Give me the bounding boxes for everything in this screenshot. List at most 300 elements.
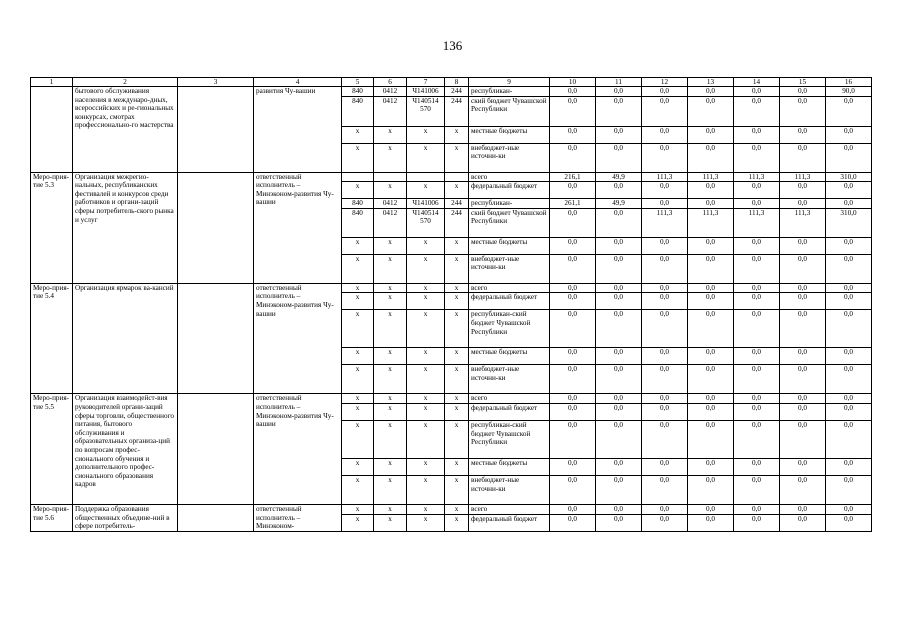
- funding-source: местные бюджеты: [469, 458, 550, 475]
- amount-cell: 0,0: [734, 514, 780, 531]
- amount-cell: 0,0: [550, 126, 596, 143]
- amount-cell: 0,0: [826, 254, 872, 283]
- amount-cell: 0,0: [780, 87, 826, 97]
- code-expense: x: [445, 365, 469, 394]
- amount-cell: 0,0: [688, 143, 734, 172]
- code-target: x: [407, 254, 445, 283]
- amount-cell: 0,0: [550, 283, 596, 293]
- code-section: x: [374, 348, 407, 365]
- empty-cell: [178, 283, 254, 394]
- amount-cell: 0,0: [642, 254, 688, 283]
- amount-cell: 0,0: [688, 254, 734, 283]
- code-target: x: [407, 348, 445, 365]
- amount-cell: 0,0: [596, 394, 642, 404]
- funding-source: внебюджет-ные источни-ки: [469, 365, 550, 394]
- amount-cell: 0,0: [688, 87, 734, 97]
- header-row: [31, 78, 872, 87]
- funding-source: местные бюджеты: [469, 126, 550, 143]
- code-expense: x: [445, 126, 469, 143]
- code-target: Ч141006: [407, 87, 445, 97]
- amount-cell: 0,0: [734, 96, 780, 126]
- code-grbs: x: [342, 365, 374, 394]
- amount-cell: 0,0: [780, 514, 826, 531]
- col-header: 10: [550, 78, 596, 87]
- amount-cell: 0,0: [826, 96, 872, 126]
- amount-cell: 0,0: [688, 310, 734, 348]
- amount-cell: 111,3: [780, 208, 826, 237]
- code-expense: x: [445, 504, 469, 514]
- amount-cell: 0,0: [596, 126, 642, 143]
- executor-cell: ответственный исполнитель – Минэконом-: [254, 504, 342, 531]
- code-grbs: x: [342, 182, 374, 199]
- code-section: x: [374, 504, 407, 514]
- amount-cell: 49,9: [596, 172, 642, 182]
- amount-cell: 0,0: [550, 365, 596, 394]
- code-target: Ч140514 570: [407, 96, 445, 126]
- col-header: 15: [780, 78, 826, 87]
- amount-cell: 0,0: [688, 348, 734, 365]
- col-header: 3: [178, 78, 254, 87]
- measure-name: Организация ярмарок ва-кансий: [73, 283, 178, 394]
- amount-cell: 0,0: [780, 293, 826, 310]
- page-number: 136: [442, 38, 463, 53]
- code-target: Ч141006: [407, 199, 445, 209]
- code-target: x: [407, 394, 445, 404]
- amount-cell: 0,0: [688, 126, 734, 143]
- col-header: 11: [596, 78, 642, 87]
- amount-cell: 0,0: [642, 126, 688, 143]
- code-grbs: x: [342, 283, 374, 293]
- col-header: 8: [445, 78, 469, 87]
- code-expense: x: [445, 475, 469, 504]
- funding-source: республикан-: [469, 87, 550, 97]
- amount-cell: 0,0: [826, 310, 872, 348]
- code-section: x: [374, 420, 407, 458]
- amount-cell: 0,0: [688, 420, 734, 458]
- amount-cell: 0,0: [780, 126, 826, 143]
- empty-cell: [178, 87, 254, 173]
- code-grbs: x: [342, 504, 374, 514]
- col-header: 12: [642, 78, 688, 87]
- code-expense: x: [445, 514, 469, 531]
- funding-source: ский бюджет Чувашской Республики: [469, 208, 550, 237]
- measure-name: Организация взаимодейст-вия руководителей органи-заций сферы торговли, общественного питания, бытового обслуживания и образовательных организа-ций по вопросам профес-сионального обучения и дополнительного профес-сионального образования кадров: [73, 394, 178, 505]
- amount-cell: 0,0: [780, 394, 826, 404]
- col-header: 14: [734, 78, 780, 87]
- amount-cell: 0,0: [734, 293, 780, 310]
- funding-source: ский бюджет Чувашской Республики: [469, 96, 550, 126]
- amount-cell: 0,0: [596, 143, 642, 172]
- amount-cell: 0,0: [688, 403, 734, 420]
- amount-cell: 0,0: [826, 420, 872, 458]
- amount-cell: 310,0: [826, 172, 872, 182]
- amount-cell: 111,3: [642, 172, 688, 182]
- col-header: 9: [469, 78, 550, 87]
- code-target: x: [407, 143, 445, 172]
- funding-source: республикан-ский бюджет Чувашской Республики: [469, 310, 550, 348]
- funding-source: внебюджет-ные источни-ки: [469, 143, 550, 172]
- amount-cell: 0,0: [642, 420, 688, 458]
- code-target: x: [407, 514, 445, 531]
- amount-cell: 0,0: [826, 365, 872, 394]
- code-target: x: [407, 458, 445, 475]
- code-section: 0412: [374, 199, 407, 209]
- amount-cell: 111,3: [734, 172, 780, 182]
- amount-cell: 0,0: [734, 87, 780, 97]
- code-grbs: x: [342, 403, 374, 420]
- amount-cell: 0,0: [734, 420, 780, 458]
- empty-cell: [178, 504, 254, 531]
- amount-cell: 0,0: [688, 475, 734, 504]
- code-grbs: 840: [342, 208, 374, 237]
- code-expense: x: [445, 254, 469, 283]
- code-section: 0412: [374, 208, 407, 237]
- amount-cell: 0,0: [596, 420, 642, 458]
- amount-cell: 0,0: [550, 420, 596, 458]
- code-section: x: [374, 254, 407, 283]
- amount-cell: 0,0: [688, 394, 734, 404]
- amount-cell: 0,0: [642, 365, 688, 394]
- funding-source: всего: [469, 283, 550, 293]
- funding-source: внебюджет-ные источни-ки: [469, 254, 550, 283]
- amount-cell: 0,0: [780, 475, 826, 504]
- code-grbs: x: [342, 310, 374, 348]
- amount-cell: 0,0: [642, 96, 688, 126]
- amount-cell: 0,0: [596, 458, 642, 475]
- amount-cell: 0,0: [734, 182, 780, 199]
- code-expense: [445, 172, 469, 182]
- code-section: 0412: [374, 96, 407, 126]
- amount-cell: 49,9: [596, 199, 642, 209]
- code-expense: x: [445, 182, 469, 199]
- amount-cell: 0,0: [688, 365, 734, 394]
- measure-id: Меро-прия-тие 5.4: [31, 283, 73, 394]
- amount-cell: 261,1: [550, 199, 596, 209]
- amount-cell: 0,0: [734, 237, 780, 254]
- code-target: x: [407, 237, 445, 254]
- amount-cell: 0,0: [734, 348, 780, 365]
- amount-cell: 310,0: [826, 208, 872, 237]
- amount-cell: 0,0: [642, 514, 688, 531]
- col-header: 4: [254, 78, 342, 87]
- amount-cell: 0,0: [550, 458, 596, 475]
- amount-cell: 0,0: [550, 504, 596, 514]
- amount-cell: 90,0: [826, 87, 872, 97]
- amount-cell: 0,0: [688, 514, 734, 531]
- amount-cell: 0,0: [688, 237, 734, 254]
- table-row: [31, 283, 872, 293]
- funding-source: федеральный бюджет: [469, 403, 550, 420]
- code-section: x: [374, 126, 407, 143]
- amount-cell: 0,0: [550, 96, 596, 126]
- code-target: x: [407, 504, 445, 514]
- amount-cell: 0,0: [734, 283, 780, 293]
- code-grbs: x: [342, 237, 374, 254]
- amount-cell: 0,0: [826, 283, 872, 293]
- funding-source: республикан-ский бюджет Чувашской Республики: [469, 420, 550, 458]
- code-section: x: [374, 394, 407, 404]
- code-section: x: [374, 475, 407, 504]
- amount-cell: 0,0: [550, 310, 596, 348]
- funding-source: внебюджет-ные источни-ки: [469, 475, 550, 504]
- amount-cell: 0,0: [642, 504, 688, 514]
- measure-name: Организация межрегио-нальных, республиканских фестивалей и конкурсов среди работников и органи-заций сферы потребитель-ского рынка и услуг: [73, 172, 178, 283]
- code-expense: x: [445, 394, 469, 404]
- code-grbs: 840: [342, 199, 374, 209]
- code-section: x: [374, 283, 407, 293]
- amount-cell: 0,0: [734, 403, 780, 420]
- amount-cell: 0,0: [550, 293, 596, 310]
- code-section: x: [374, 237, 407, 254]
- col-header: 6: [374, 78, 407, 87]
- amount-cell: 0,0: [780, 237, 826, 254]
- amount-cell: 111,3: [688, 172, 734, 182]
- amount-cell: 0,0: [826, 458, 872, 475]
- amount-cell: 0,0: [550, 475, 596, 504]
- amount-cell: 0,0: [734, 365, 780, 394]
- amount-cell: 0,0: [734, 199, 780, 209]
- code-target: x: [407, 126, 445, 143]
- amount-cell: 0,0: [734, 254, 780, 283]
- code-section: x: [374, 182, 407, 199]
- executor-cell: ответственный исполнитель – Минэконом-развития Чу-вашии: [254, 394, 342, 505]
- amount-cell: 0,0: [780, 199, 826, 209]
- code-section: x: [374, 365, 407, 394]
- amount-cell: 0,0: [780, 348, 826, 365]
- executor-cell: развития Чу-вашии: [254, 87, 342, 173]
- amount-cell: 0,0: [642, 348, 688, 365]
- amount-cell: 0,0: [780, 403, 826, 420]
- code-expense: x: [445, 293, 469, 310]
- funding-source: местные бюджеты: [469, 348, 550, 365]
- code-expense: x: [445, 348, 469, 365]
- amount-cell: 0,0: [826, 475, 872, 504]
- executor-cell: ответственный исполнитель – Минэконом-развития Чу-вашии: [254, 172, 342, 283]
- code-target: Ч140514 570: [407, 208, 445, 237]
- amount-cell: 111,3: [734, 208, 780, 237]
- code-target: x: [407, 310, 445, 348]
- amount-cell: 0,0: [688, 458, 734, 475]
- amount-cell: 0,0: [688, 293, 734, 310]
- amount-cell: 0,0: [780, 143, 826, 172]
- code-expense: 244: [445, 199, 469, 209]
- funding-source: федеральный бюджет: [469, 182, 550, 199]
- amount-cell: 0,0: [826, 403, 872, 420]
- amount-cell: 0,0: [596, 310, 642, 348]
- budget-table: [30, 77, 872, 532]
- amount-cell: 0,0: [826, 126, 872, 143]
- amount-cell: 0,0: [780, 283, 826, 293]
- code-section: x: [374, 310, 407, 348]
- amount-cell: 0,0: [596, 96, 642, 126]
- amount-cell: 0,0: [596, 348, 642, 365]
- amount-cell: 0,0: [550, 87, 596, 97]
- amount-cell: 0,0: [780, 365, 826, 394]
- amount-cell: 0,0: [642, 310, 688, 348]
- amount-cell: 0,0: [826, 348, 872, 365]
- table-row: [31, 172, 872, 182]
- measure-name: бытового обслуживания населения в междунаро-дных, всероссийских и ре-гиональных конкурсах, смотрах профессионально-го мастерства: [73, 87, 178, 173]
- amount-cell: 0,0: [642, 475, 688, 504]
- funding-source: республикан-: [469, 199, 550, 209]
- col-header: 7: [407, 78, 445, 87]
- amount-cell: 0,0: [642, 403, 688, 420]
- amount-cell: 111,3: [780, 172, 826, 182]
- code-grbs: x: [342, 348, 374, 365]
- code-expense: x: [445, 143, 469, 172]
- code-target: x: [407, 475, 445, 504]
- code-grbs: x: [342, 420, 374, 458]
- funding-source: всего: [469, 172, 550, 182]
- code-grbs: x: [342, 143, 374, 172]
- table-row: [31, 394, 872, 404]
- code-grbs: x: [342, 394, 374, 404]
- amount-cell: 0,0: [642, 458, 688, 475]
- code-grbs: 840: [342, 96, 374, 126]
- amount-cell: 0,0: [780, 504, 826, 514]
- amount-cell: 0,0: [550, 254, 596, 283]
- funding-source: федеральный бюджет: [469, 293, 550, 310]
- amount-cell: 0,0: [596, 237, 642, 254]
- code-grbs: x: [342, 126, 374, 143]
- amount-cell: 0,0: [734, 126, 780, 143]
- code-expense: x: [445, 283, 469, 293]
- funding-source: местные бюджеты: [469, 237, 550, 254]
- table-row: [31, 504, 872, 514]
- code-expense: 244: [445, 87, 469, 97]
- code-target: x: [407, 365, 445, 394]
- amount-cell: 0,0: [734, 504, 780, 514]
- code-grbs: [342, 172, 374, 182]
- table-row: [31, 87, 872, 97]
- amount-cell: 0,0: [734, 475, 780, 504]
- code-target: x: [407, 403, 445, 420]
- amount-cell: 0,0: [596, 87, 642, 97]
- amount-cell: 111,3: [642, 208, 688, 237]
- amount-cell: 0,0: [596, 208, 642, 237]
- amount-cell: 0,0: [826, 237, 872, 254]
- amount-cell: 0,0: [826, 182, 872, 199]
- amount-cell: 0,0: [688, 504, 734, 514]
- amount-cell: 0,0: [550, 182, 596, 199]
- amount-cell: 0,0: [550, 208, 596, 237]
- code-section: x: [374, 143, 407, 172]
- measure-id: Меро-прия-тие 5.6: [31, 504, 73, 531]
- code-grbs: x: [342, 293, 374, 310]
- code-target: x: [407, 182, 445, 199]
- amount-cell: 0,0: [734, 310, 780, 348]
- code-expense: x: [445, 237, 469, 254]
- measure-name: Поддержка образования общественных объедине-ний в сфере потребитель-: [73, 504, 178, 531]
- amount-cell: 0,0: [826, 514, 872, 531]
- amount-cell: 0,0: [642, 143, 688, 172]
- amount-cell: 0,0: [596, 283, 642, 293]
- amount-cell: 0,0: [826, 293, 872, 310]
- amount-cell: 0,0: [688, 283, 734, 293]
- amount-cell: 0,0: [826, 199, 872, 209]
- code-expense: 244: [445, 96, 469, 126]
- code-target: x: [407, 293, 445, 310]
- amount-cell: 0,0: [596, 254, 642, 283]
- measure-id: Меро-прия-тие 5.5: [31, 394, 73, 505]
- executor-cell: ответственный исполнитель – Минэконом-развития Чу-вашии: [254, 283, 342, 394]
- empty-cell: [178, 394, 254, 505]
- amount-cell: 0,0: [642, 394, 688, 404]
- funding-source: всего: [469, 504, 550, 514]
- amount-cell: 0,0: [642, 87, 688, 97]
- amount-cell: 0,0: [734, 143, 780, 172]
- amount-cell: 0,0: [688, 199, 734, 209]
- amount-cell: 0,0: [550, 348, 596, 365]
- code-section: x: [374, 293, 407, 310]
- amount-cell: 0,0: [596, 293, 642, 310]
- amount-cell: 111,3: [688, 208, 734, 237]
- amount-cell: 0,0: [826, 394, 872, 404]
- amount-cell: 0,0: [780, 96, 826, 126]
- code-section: x: [374, 403, 407, 420]
- amount-cell: 0,0: [780, 254, 826, 283]
- amount-cell: 0,0: [642, 293, 688, 310]
- amount-cell: 0,0: [826, 504, 872, 514]
- col-header: 13: [688, 78, 734, 87]
- amount-cell: 0,0: [596, 504, 642, 514]
- amount-cell: 0,0: [550, 394, 596, 404]
- code-target: [407, 172, 445, 182]
- code-grbs: x: [342, 458, 374, 475]
- code-grbs: 840: [342, 87, 374, 97]
- funding-source: федеральный бюджет: [469, 514, 550, 531]
- amount-cell: 0,0: [780, 420, 826, 458]
- funding-source: всего: [469, 394, 550, 404]
- code-expense: x: [445, 420, 469, 458]
- code-grbs: x: [342, 475, 374, 504]
- amount-cell: 0,0: [596, 403, 642, 420]
- amount-cell: 0,0: [550, 143, 596, 172]
- col-header: 2: [73, 78, 178, 87]
- code-section: 0412: [374, 87, 407, 97]
- col-header: 1: [31, 78, 73, 87]
- amount-cell: 0,0: [596, 475, 642, 504]
- code-target: x: [407, 420, 445, 458]
- code-target: x: [407, 283, 445, 293]
- measure-id: [31, 87, 73, 173]
- amount-cell: 0,0: [550, 514, 596, 531]
- code-expense: x: [445, 458, 469, 475]
- col-header: 5: [342, 78, 374, 87]
- amount-cell: 0,0: [550, 237, 596, 254]
- code-section: x: [374, 458, 407, 475]
- col-header: 16: [826, 78, 872, 87]
- code-grbs: x: [342, 514, 374, 531]
- code-section: x: [374, 514, 407, 531]
- amount-cell: 0,0: [780, 310, 826, 348]
- amount-cell: 0,0: [642, 237, 688, 254]
- code-expense: x: [445, 403, 469, 420]
- amount-cell: 0,0: [780, 182, 826, 199]
- code-expense: x: [445, 310, 469, 348]
- amount-cell: 0,0: [780, 458, 826, 475]
- amount-cell: 0,0: [550, 403, 596, 420]
- amount-cell: 216,1: [550, 172, 596, 182]
- amount-cell: 0,0: [596, 514, 642, 531]
- amount-cell: 0,0: [596, 365, 642, 394]
- code-section: [374, 172, 407, 182]
- amount-cell: 0,0: [642, 283, 688, 293]
- code-expense: 244: [445, 208, 469, 237]
- amount-cell: 0,0: [734, 394, 780, 404]
- code-grbs: x: [342, 254, 374, 283]
- amount-cell: 0,0: [596, 182, 642, 199]
